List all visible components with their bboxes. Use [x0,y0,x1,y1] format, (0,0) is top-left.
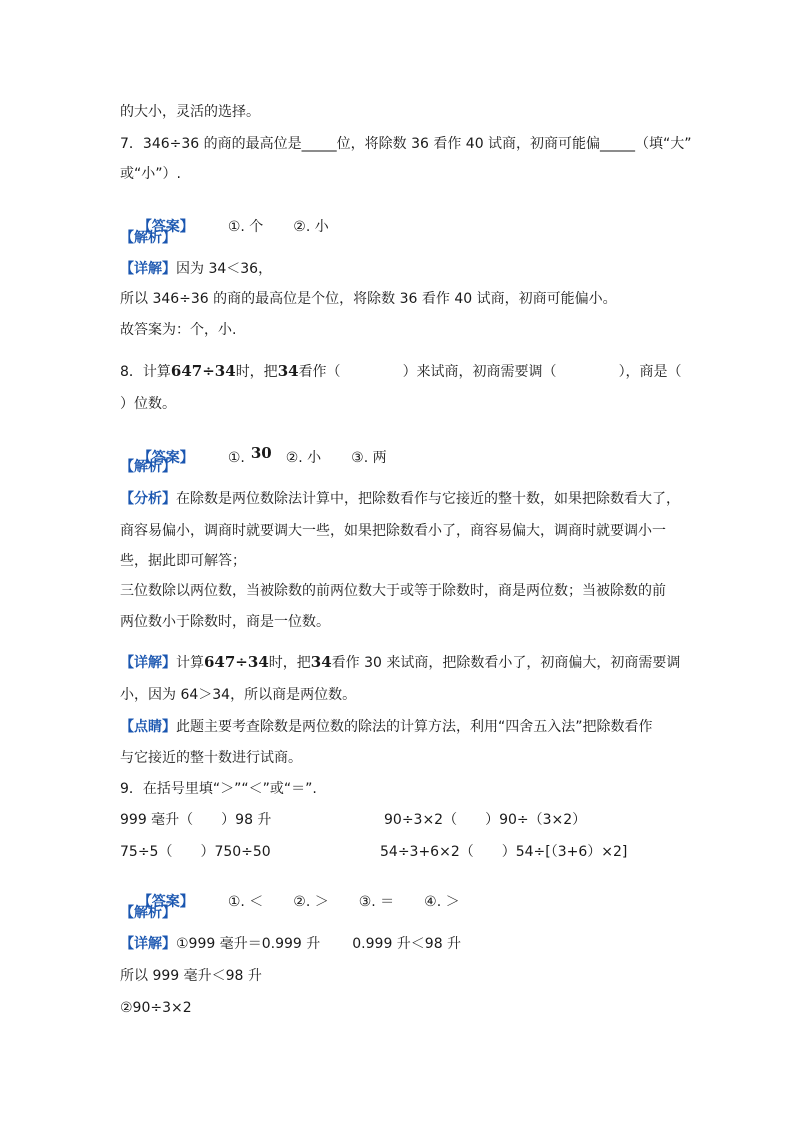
math-expression: 30 [250,444,272,462]
answer-item: ③. 两 [351,450,387,466]
text-line: 所以 999 毫升＜98 升 [120,968,262,984]
detail-text: 看作 30 来试商，把除数看小了，初商偏大，初商需要调 [331,655,681,671]
math-expression: 647÷34 [170,362,236,380]
answer-item: ①. [227,450,245,466]
detail-row-8 [120,652,680,673]
answer-item: ④. ＞ [424,894,460,910]
question-7-cont: 或“小”）. [120,166,181,182]
detail-tag: 【详解】 [120,936,176,952]
text-line: ②90÷3×2 [120,1000,192,1016]
question-9-item-3: 75÷5（ ）750÷50 [120,844,271,860]
analysis-tag-row [120,457,176,477]
fenxi-tag: 【分析】 [120,491,176,507]
question-8-cont: ）位数。 [120,396,176,412]
question-8 [120,361,682,382]
analysis-tag: 【解析】 [120,459,176,475]
question-7: 7．346÷36 的商的最高位是_____位，将除数 36 看作 40 试商，初商可能偏_____（填“大” [120,136,692,152]
answer-item: ②. 小 [293,219,329,235]
detail-text: 时，把 [268,655,311,671]
text-line: 与它接近的整十数进行试商。 [120,750,302,766]
text-line: 三位数除以两位数，当被除数的前两位数大于或等于除数时，商是两位数；当被除数的前 [120,583,666,599]
text-line: 所以 346÷36 的商的最高位是个位，将除数 36 看作 40 试商，初商可能偏小。 [120,291,617,307]
answer-item: ③. ＝ [358,894,395,910]
dianjing-row [120,717,653,737]
answer-row-7 [120,197,329,257]
analysis-tag: 【解析】 [120,905,176,921]
answer-row-9 [120,872,460,932]
text-line: 的大小，灵活的选择。 [120,104,260,120]
detail-tag: 【详解】 [120,261,176,277]
analysis-tag-row [120,228,176,248]
detail-text: 0.999 升＜98 升 [352,936,462,952]
dianjing-text: 此题主要考查除数是两位数的除法的计算方法，利用“四舍五入法”把除数看作 [176,719,653,735]
question-9-item-4: 54÷3+6×2（ ）54÷[（3+6）×2] [380,844,628,860]
math-expression: 647÷34 [204,653,269,671]
answer-tag: 【答案】 [137,894,194,910]
answer-item: ①. ＜ [227,894,264,910]
detail-text: 计算 [176,655,204,671]
question-text: 8．计算 [120,364,171,380]
question-9-item-1: 999 毫升（ ）98 升 [120,812,272,828]
text-line: 些，据此即可解答； [120,553,246,569]
text-line: 商容易偏小，调商时就要调大一些，如果把除数看小了，商容易偏大，调商时就要调小一 [120,523,666,539]
answer-item: ②. ＞ [293,894,329,910]
question-text: 时，把 [235,364,278,380]
math-expression: 34 [277,362,299,380]
question-9: 9．在括号里填“＞”“＜”或“＝”. [120,781,317,797]
question-text: ），商是（ [618,364,682,380]
detail-tag: 【详解】 [120,655,176,671]
fenxi-text: 在除数是两位数除法计算中，把除数看作与它接近的整十数，如果把除数看大了， [176,491,680,507]
text-line: 故答案为：个，小. [120,322,237,338]
detail-row-9 [120,934,461,954]
text-line: 小，因为 64＞34，所以商是两位数。 [120,687,357,703]
analysis-tag: 【解析】 [120,230,176,246]
detail-row-7 [120,259,272,279]
answer-item: ①. 个 [227,219,264,235]
analysis-tag-row [120,903,176,923]
fenxi-row [120,489,680,509]
text-line: 两位数小于除数时，商是一位数。 [120,614,330,630]
answer-tag: 【答案】 [137,450,194,466]
question-text: 看作（ [298,364,341,380]
detail-text: 因为 34＜36， [176,261,273,277]
question-text: ）来试商，初商需要调（ [402,364,557,380]
answer-item: ②. 小 [285,450,322,466]
dianjing-tag: 【点睛】 [120,719,176,735]
answer-tag: 【答案】 [137,219,194,235]
question-9-item-2: 90÷3×2（ ）90÷（3×2） [384,812,587,828]
detail-text: ①999 毫升＝0.999 升 [176,936,321,952]
math-expression: 34 [310,653,332,671]
